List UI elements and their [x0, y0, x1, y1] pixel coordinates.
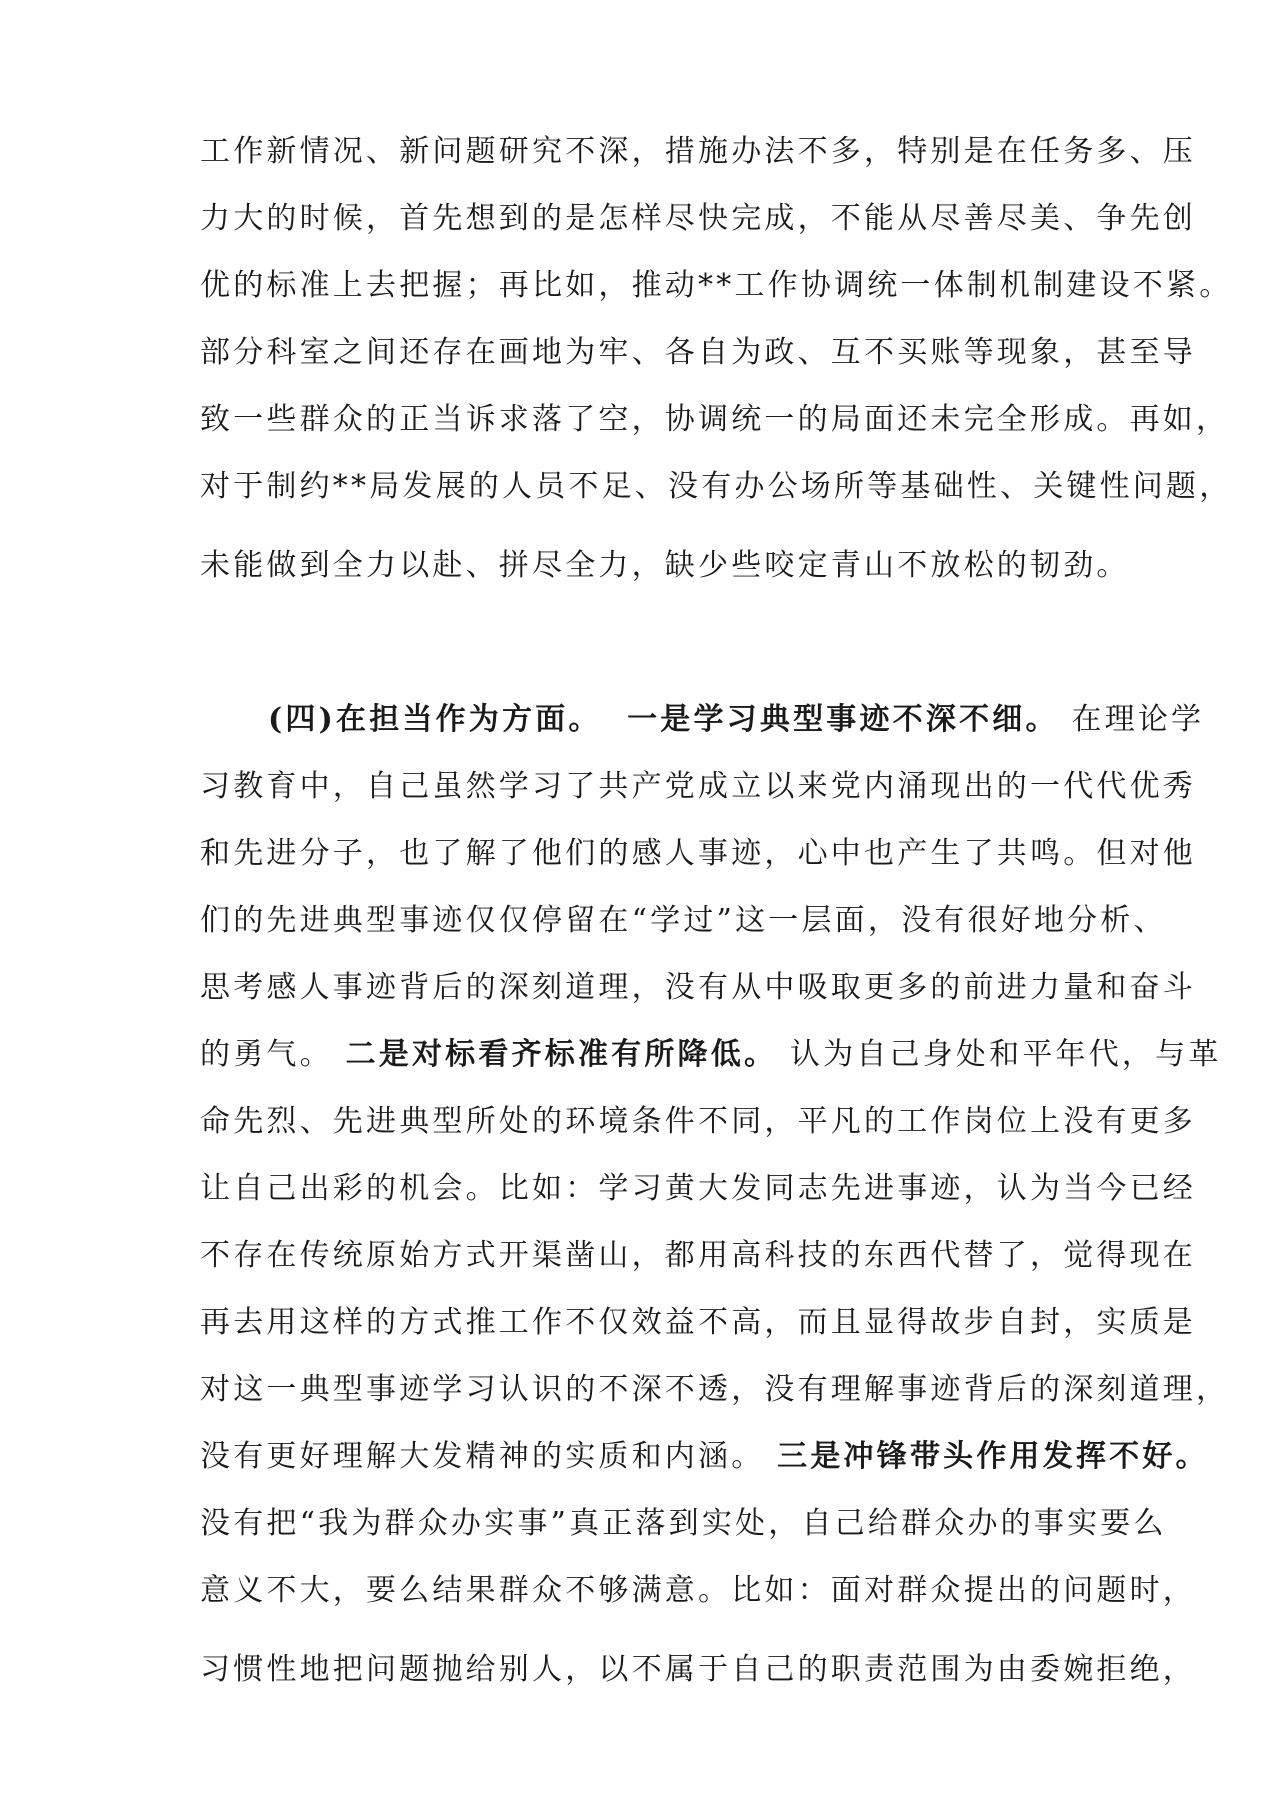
p2-line-6-head: 的勇气。 [200, 1037, 333, 1072]
p2-line-9: 不存在传统原始方式开渠凿山，都用高科技的东西代替了，觉得现在 [200, 1238, 1196, 1273]
p1-line-2: 力大的时候，首先想到的是怎样尽快完成，不能从尽善尽美、争先创 [200, 201, 1196, 236]
p2-line-15: 习惯性地把问题抛给别人，以不属于自己的职责范围为由委婉拒绝， [200, 1652, 1196, 1687]
p1-line-3: 优的标准上去把握；再比如，推动**工作协调统一体制机制建设不紧。 [200, 268, 1233, 303]
p1-line-4: 部分科室之间还存在画地为牢、各自为政、互不买账等现象，甚至导 [200, 335, 1196, 370]
p2-line-6-tail: 认为自己身处和平年代，与革 [789, 1037, 1222, 1072]
p2-line-11: 对这一典型事迹学习认识的不深不透，没有理解事迹背后的深刻道理， [200, 1372, 1230, 1407]
p1-line-5: 致一些群众的正当诉求落了空，协调统一的局面还未完全形成。再如， [200, 402, 1230, 437]
point-3-title: 三是冲锋带头作用发挥不好。 [777, 1439, 1209, 1474]
p2-line-1-tail: 在理论学 [1071, 702, 1205, 737]
p2-line-10: 再去用这样的方式推工作不仅效益不高，而且显得故步自封，实质是 [200, 1305, 1196, 1340]
p2-line-12 [200, 1437, 1209, 1477]
section-heading: (四)在担当作为方面。 [268, 702, 602, 737]
p2-line-8: 让自己出彩的机会。比如：学习黄大发同志先进事迹，认为当今已经 [200, 1171, 1196, 1206]
p2-line-4: 们的先进典型事迹仅仅停留在“学过”这一层面，没有很好地分析、 [200, 903, 1167, 938]
p1-line-1: 工作新情况、新问题研究不深，措施办法不多，特别是在任务多、压 [200, 134, 1196, 169]
p1-line-6: 对于制约**局发展的人员不足、没有办公场所等基础性、关键性问题， [200, 469, 1233, 504]
p1-line-7: 未能做到全力以赴、拼尽全力，缺少些咬定青山不放松的韧劲。 [200, 548, 1130, 583]
p2-line-13: 没有把“我为群众办实事”真正落到实处，自己给群众办的事实要么 [200, 1506, 1167, 1541]
point-2-title: 二是对标看齐标准有所降低。 [345, 1037, 778, 1072]
p2-line-6 [200, 1035, 1222, 1075]
p2-line-1 [268, 700, 1205, 740]
p2-line-14: 意义不大，要么结果群众不够满意。比如：面对群众提出的问题时， [200, 1573, 1196, 1608]
p2-line-2: 习教育中，自己虽然学习了共产党成立以来党内涌现出的一代代优秀 [200, 769, 1196, 804]
point-1-title: 一是学习典型事迹不深不细。 [627, 702, 1059, 737]
p2-line-5: 思考感人事迹背后的深刻道理，没有从中吸取更多的前进力量和奋斗 [200, 970, 1196, 1005]
p2-line-12-head: 没有更好理解大发精神的实质和内涵。 [200, 1439, 765, 1474]
p2-line-3: 和先进分子，也了解了他们的感人事迹，心中也产生了共鸣。但对他 [200, 836, 1196, 871]
p2-line-7: 命先烈、先进典型所处的环境条件不同，平凡的工作岗位上没有更多 [200, 1104, 1196, 1139]
